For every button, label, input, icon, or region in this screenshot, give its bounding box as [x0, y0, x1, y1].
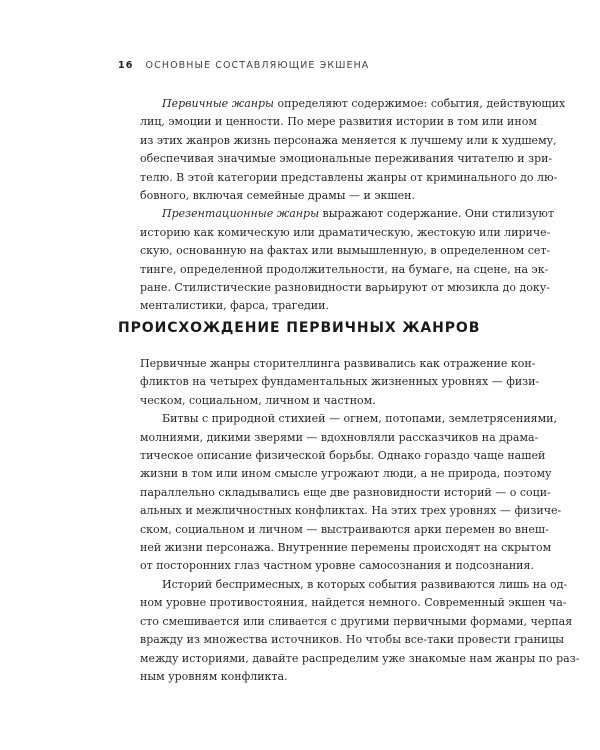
text-line: тическое описание физической борьбы. Однако гораздо чаще нашей: [140, 449, 546, 463]
text-line: Битвы с природной стихией — огнем, потопами, землетрясениями,: [162, 412, 557, 426]
text-line: [118, 95, 566, 113]
text-line: тинге, определенной продолжительности, на бумаге, на сцене, на эк-: [140, 262, 549, 276]
text-line: бовного, включая семейные драмы — и экшен.: [140, 189, 415, 203]
text-line: [118, 205, 555, 223]
text-line: ране. Стилистические разновидности варьируют от мюзикла до доку-: [140, 281, 550, 295]
text-line: телю. В этой категории представлены жанры от криминального до лю-: [140, 170, 558, 184]
text-line: фликтов на четырех фундаментальных жизненных уровнях — физи-: [140, 375, 540, 389]
text-line: сто смешивается или сливается с другими первичными формами, черпая: [140, 614, 573, 628]
text-line: жизни в том или ином смысле угрожают люди, а не природа, поэтому: [140, 467, 552, 481]
running-head: [118, 60, 369, 71]
text-line: молниями, дикими зверями — вдохновляли рассказчиков на драма-: [140, 430, 539, 444]
text-line: из этих жанров жизнь персонажа меняется к лучшему или к худшему,: [140, 133, 557, 147]
text-fragment: выражают содержание. Они стилизуют: [319, 207, 555, 221]
paragraph-mixed-genres: [118, 576, 580, 686]
text-line: лиц, эмоции и ценности. По мере развития истории в том или ином: [140, 115, 537, 129]
text-line: Историй беспримесных, в которых события развиваются лишь на од-: [162, 577, 568, 591]
text-line: ском, социальном и личном — выстраиваются арки перемен во внеш-: [140, 522, 549, 536]
section-text-block: [118, 355, 580, 686]
text-fragment: определяют содержимое: события, действующих: [274, 97, 566, 110]
text-line: обеспечивая значимые эмоциональные переживания читателю и зри-: [140, 152, 553, 166]
paragraph-conflict-levels: [118, 410, 562, 576]
section-heading: ПРОИСХОЖДЕНИЕ ПЕРВИЧНЫХ ЖАНРОВ: [118, 320, 481, 336]
text-line: альных и межличностных конфликтах. На этих трех уровнях — физиче-: [140, 504, 562, 518]
paragraph-origins: [118, 355, 540, 410]
text-line: ным уровням конфликта.: [140, 669, 288, 683]
page-number: 16: [118, 60, 134, 71]
text-line: вражду из множества источников. Но чтобы все-таки провести границы: [140, 633, 565, 647]
text-line: скую, основанную на фактах или вымышленную, в определенном сет-: [140, 244, 551, 258]
intro-text-block: [118, 95, 566, 316]
text-line: от посторонних глаз частном уровне самосознания и подсознания.: [140, 559, 534, 573]
text-line: параллельно складывались еще две разновидности историй — о соци-: [140, 485, 551, 499]
paragraph-primary-genres: [118, 95, 566, 205]
text-line: ческом, социальном, личном и частном.: [140, 393, 376, 407]
text-line: ней жизни персонажа. Внутренние перемены происходят на скрытом: [140, 541, 552, 555]
term-presentational-genres: Презентационные жанры: [162, 207, 320, 221]
text-line: менталистики, фарса, трагедии.: [140, 299, 329, 313]
term-primary-genres: Первичные жанры: [162, 97, 274, 110]
text-line: ном уровне противостояния, найдется немного. Современный экшен ча-: [140, 596, 567, 610]
text-line: между историями, давайте распределим уже знакомые нам жанры по раз-: [140, 651, 580, 665]
paragraph-presentational-genres: [118, 205, 555, 315]
text-line: историю как комическую или драматическую, жестокую или лириче-: [140, 225, 551, 239]
running-head-title: ОСНОВНЫЕ СОСТАВЛЯЮЩИЕ ЭКШЕНА: [145, 60, 370, 71]
text-line: Первичные жанры сторителлинга развивались как отражение кон-: [140, 357, 536, 370]
